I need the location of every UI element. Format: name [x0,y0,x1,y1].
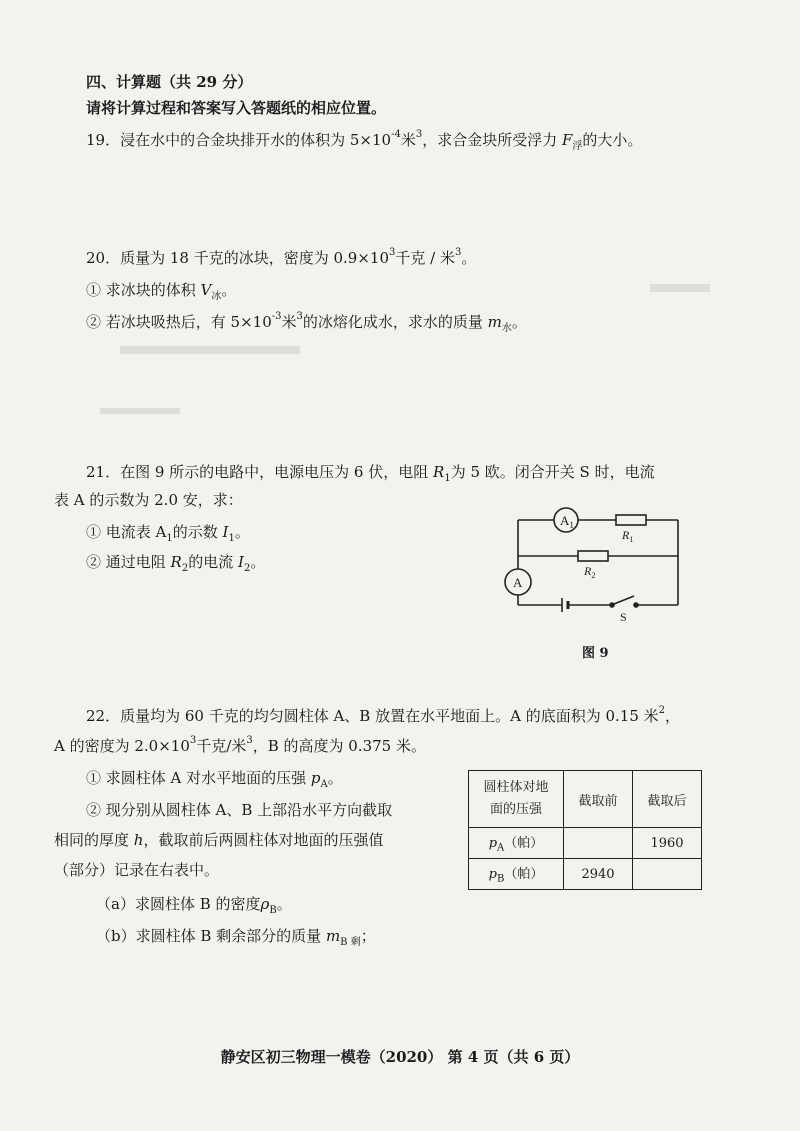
question-21-item-2: ② 通过电阻 $R_2$的电流 $I_2$。 [86,553,266,574]
circuit-diagram [498,502,688,624]
bleed-through-mark [120,346,300,354]
question-21-line-2: 表 A 的示数为 2.0 安，求： [54,491,243,509]
question-22: 22．质量均为 60 千克的均匀圆柱体 A、B 放置在水平地面上。A 的底面积为 0.15 米$^2$， [86,705,681,725]
table-header-cell: 截取前 [564,771,633,828]
r1-label: $R_1$ [622,528,634,544]
ammeter-a1-label: $A_1$ [560,513,574,530]
section-title: 四、计算题（共 29 分） [86,73,253,91]
table-cell [633,859,702,890]
table-cell [564,828,633,859]
question-19: 19．浸在水中的合金块排开水的体积为 $5\times 10^{-4}$米$^3$，求合金块所受浮力 $F_浮$的大小。 [86,129,643,152]
figure-caption: 图 9 [582,646,609,661]
pressure-table [468,770,702,890]
question-22-sub-b: （b）求圆柱体 B 剩余部分的质量 $m_{B 剩}$； [96,927,376,948]
switch-label: S [620,610,627,624]
resistor-r2 [578,551,608,561]
table-cell: 2940 [564,859,633,890]
question-20-item-1: ① 求冰块的体积 $V_冰$。 [86,281,237,302]
table-header-cell: 圆柱体对地 面的压强 [469,771,564,828]
table-header-cell: 截取后 [633,771,702,828]
table-cell: 1960 [633,828,702,859]
resistor-r1 [616,515,646,525]
ammeter-a-label: A [513,575,523,590]
question-21-item-1: ① 电流表 $A_1$的示数 $I_1$。 [86,523,250,544]
switch-contact [610,603,614,607]
table-row [469,828,702,859]
question-22-item-2-line-3: （部分）记录在右表中。 [54,861,220,879]
question-22-line-2: A 的密度为 $2.0\times 10^3$千克/米$^3$，B 的高度为 0.375 米。 [54,735,426,755]
table-cell: $p_A$（帕） [469,828,564,859]
question-22-item-2-line-1: ② 现分别从圆柱体 A、B 上部沿水平方向截取 [86,801,393,819]
question-20: 20．质量为 18 千克的冰块，密度为 $0.9\times 10^3$千克 / 米$^3$。 [86,247,477,267]
table-header-row [469,771,702,828]
table-row [469,859,702,890]
table-cell: $p_B$（帕） [469,859,564,890]
question-22-item-1: ① 求圆柱体 A 对水平地面的压强 $p_A$。 [86,769,343,790]
question-20-item-2: ② 若冰块吸热后，有 $5\times 10^{-3}$米$^3$的冰熔化成水，求水的质量 $m_水$。 [86,311,527,334]
switch-contact [634,603,638,607]
section-instruction: 请将计算过程和答案写入答题纸的相应位置。 [86,99,387,117]
bleed-through-mark [100,408,180,414]
question-22-sub-a: （a）求圆柱体 B 的密度$\rho_B$。 [96,895,292,916]
r2-label: $R_2$ [584,564,596,580]
bleed-through-mark [650,284,710,292]
page-footer: 静安区初三物理一模卷（2020） 第 4 页（共 6 页） [220,1048,580,1066]
question-22-item-2-line-2: 相同的厚度 h，截取前后两圆柱体对地面的压强值 [54,831,384,849]
switch-lever [614,596,634,604]
question-21: 21．在图 9 所示的电路中，电源电压为 6 伏，电阻 $R_1$为 5 欧。闭合开关 S 时，电流 [86,463,655,484]
